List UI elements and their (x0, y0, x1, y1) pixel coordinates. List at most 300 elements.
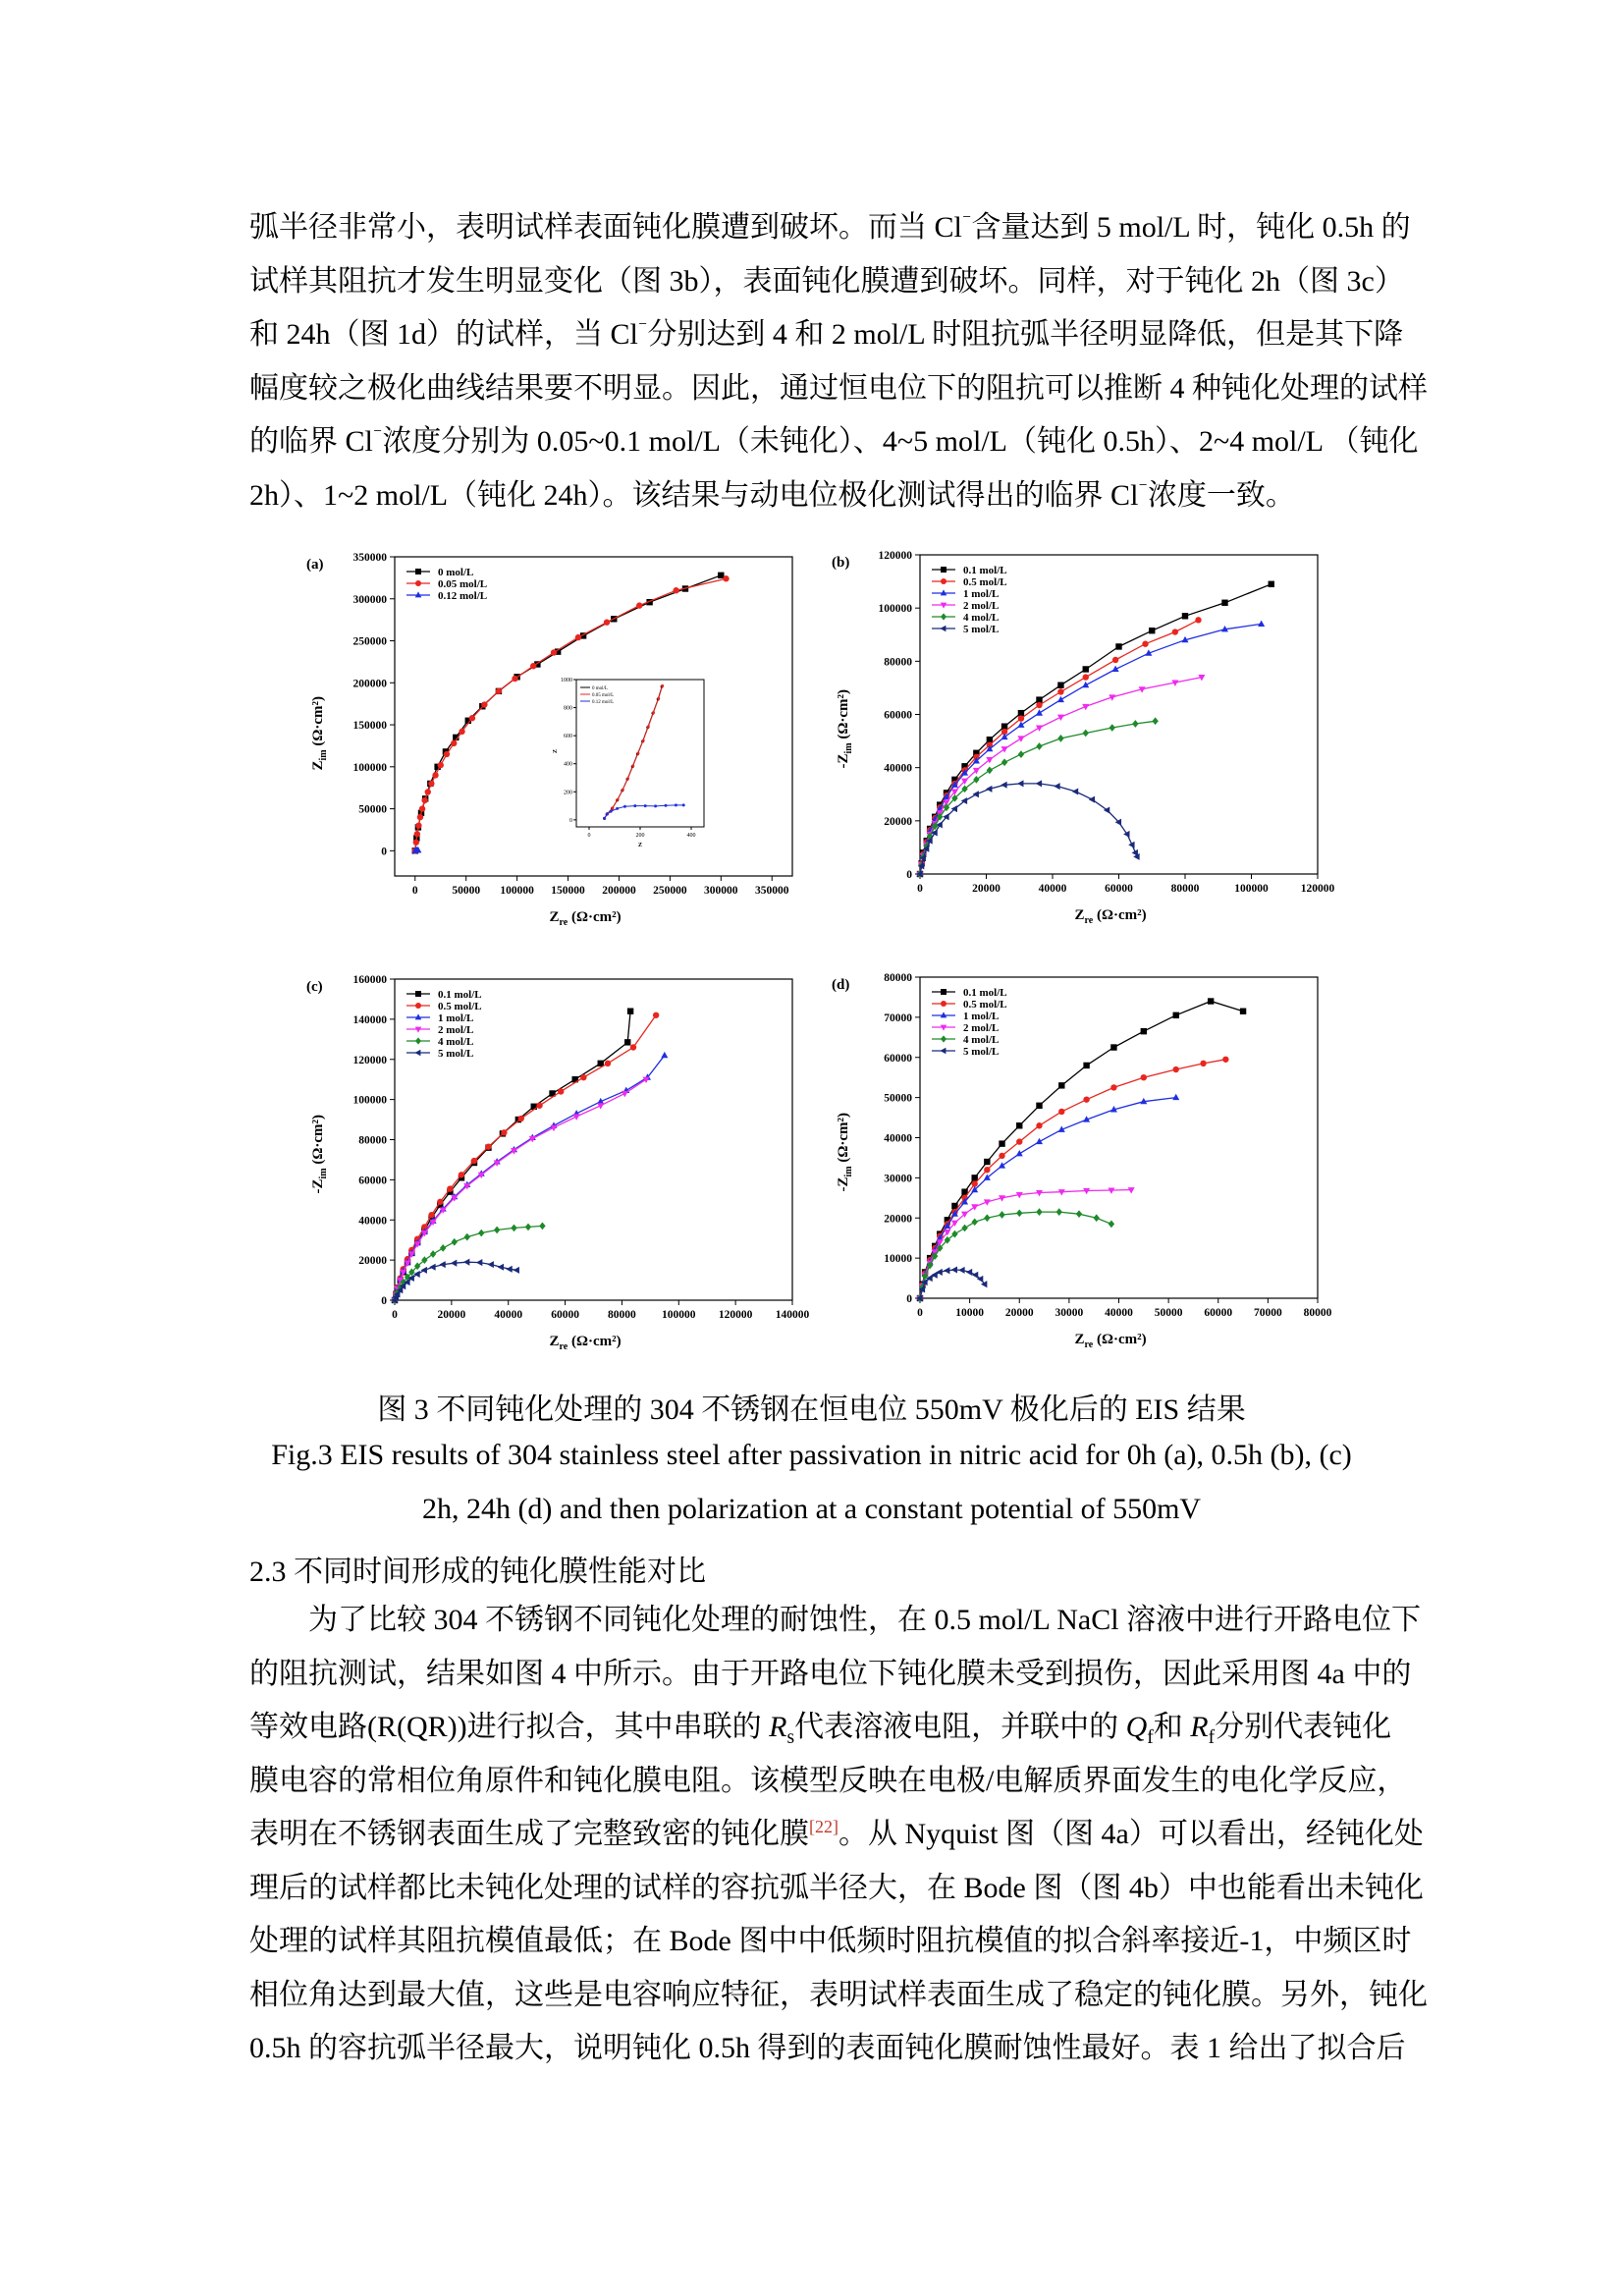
paragraph-bottom (249, 1594, 1428, 2076)
x-tick-label: 60000 (551, 1309, 579, 1321)
figure-caption-cn: 图 3 不同钝化处理的 304 不锈钢在恒电位 550mV 极化后的 EIS 结果 (377, 1394, 1246, 1426)
data-point (444, 751, 450, 757)
inset-data-point (642, 739, 645, 742)
data-point (539, 1223, 545, 1230)
x-tick-label: 40000 (1038, 883, 1067, 895)
chart-panel-a (304, 535, 835, 948)
series-line (920, 1060, 1225, 1298)
legend-label: 0.05 mol/L (438, 578, 488, 590)
data-point (981, 1281, 987, 1287)
legend-label: 4 mol/L (963, 1034, 1000, 1046)
data-point (1089, 796, 1095, 803)
legend-marker (415, 1003, 421, 1009)
inset-data-point (675, 803, 677, 806)
series-5 (916, 780, 1139, 877)
x-tick-label: 150000 (551, 885, 585, 897)
x-axis-label: $Z_{re}$ (Ω·cm²) (549, 909, 622, 928)
y-axis-label: $-Z_{im}$ (Ω·cm²) (836, 688, 854, 769)
data-point (661, 1052, 668, 1058)
figure-caption-en-2: 2h, 24h (d) and then polarization at a constant potential of 550mV (421, 1493, 1202, 1525)
data-point (415, 822, 421, 828)
legend-marker (941, 1035, 947, 1042)
data-point (463, 1259, 469, 1266)
data-point (421, 1267, 427, 1274)
data-point (961, 1225, 967, 1232)
para-bottom-line-4: 膜电容的常相位角原件和钝化膜电阻。该模型反映在电极/电解质界面发生的电化学反应， (249, 1764, 1407, 1797)
y-tick-label: 250000 (352, 635, 387, 648)
data-point (437, 1199, 443, 1205)
inset-data-point (623, 805, 626, 808)
data-point (439, 1261, 445, 1268)
legend-label: 0.1 mol/L (438, 989, 482, 1001)
data-point (1269, 581, 1274, 587)
data-point (451, 740, 457, 746)
data-point (999, 1211, 1004, 1219)
inset-y-tick-label: 200 (564, 790, 572, 796)
y-tick-label: 20000 (884, 1213, 912, 1226)
inset-data-point (636, 752, 639, 755)
data-point (624, 1039, 630, 1045)
legend-label: 0.1 mol/L (963, 987, 1007, 999)
inset-data-point (652, 711, 655, 714)
data-point (1054, 783, 1059, 790)
y-tick-label: 120000 (878, 550, 912, 562)
data-point (971, 1204, 978, 1210)
inset-data-point (644, 804, 647, 807)
x-tick-label: 50000 (452, 885, 481, 897)
chart-panel-b (830, 535, 1360, 948)
y-tick-label: 120000 (352, 1054, 387, 1066)
inset-data-point (616, 807, 619, 810)
x-tick-label: 300000 (704, 885, 738, 897)
x-tick-label: 140000 (775, 1309, 810, 1321)
y-tick-label: 10000 (884, 1253, 912, 1266)
data-point (723, 575, 729, 581)
legend-marker (940, 626, 946, 632)
data-point (452, 1238, 458, 1246)
data-point (1056, 1208, 1062, 1216)
data-point (1083, 1063, 1089, 1068)
x-tick-label: 200000 (602, 885, 636, 897)
para-top-line-3: 和 24h（图 1d）的试样，当 Cl⁻分别达到 4 和 2 mol/L 时阻抗弧半径明显降低，但是其下降 (249, 317, 1404, 351)
y-tick-label: 60000 (884, 709, 912, 722)
y-tick-label: 40000 (884, 762, 912, 775)
data-point (1172, 629, 1178, 634)
data-point (1173, 1012, 1179, 1018)
inset-data-point (654, 804, 657, 807)
y-tick-label: 40000 (358, 1215, 387, 1228)
data-point (481, 701, 487, 707)
data-point (1141, 1074, 1147, 1080)
data-point (514, 1267, 519, 1274)
data-point (506, 1266, 512, 1273)
data-point (1016, 1138, 1022, 1144)
y-tick-label: 20000 (358, 1255, 387, 1268)
legend-marker (415, 1037, 421, 1044)
y-tick-label: 60000 (358, 1175, 387, 1187)
inset-legend-label: 0.05 mol/L (592, 693, 615, 698)
legend-marker (941, 578, 947, 584)
legend-label: 0.12 mol/L (438, 590, 488, 602)
data-point (485, 1143, 491, 1149)
legend-marker (941, 989, 947, 995)
data-point (459, 1172, 464, 1177)
data-point (580, 1074, 586, 1080)
data-point (1036, 1122, 1042, 1128)
y-tick-label: 160000 (352, 974, 387, 986)
data-point (1016, 1122, 1022, 1128)
data-point (1016, 1210, 1022, 1218)
data-point (551, 649, 557, 655)
inset-y-tick-label: 400 (564, 761, 572, 768)
para-top-line-1: 弧半径非常小，表明试样表面钝化膜遭到破坏。而当 Cl⁻含量达到 5 mol/L 时，钝化 0.5h 的 (249, 210, 1411, 244)
inset-y-tick-label: 800 (564, 705, 572, 712)
data-point (464, 1233, 470, 1241)
y-tick-label: 150000 (352, 720, 387, 733)
legend-marker (414, 1050, 420, 1057)
legend-label: 0 mol/L (438, 567, 474, 578)
x-tick-label: 120000 (718, 1309, 753, 1321)
inset-x-tick-label: 200 (635, 833, 645, 839)
data-point (986, 757, 993, 763)
citation-link[interactable]: [22] (809, 1817, 839, 1836)
legend-label: 1 mol/L (963, 588, 1000, 600)
x-tick-label: 0 (917, 883, 923, 895)
data-point (1123, 831, 1129, 838)
data-point (984, 1167, 990, 1173)
series-3 (391, 1077, 649, 1304)
x-tick-label: 100000 (1234, 883, 1269, 895)
data-point (1036, 709, 1043, 715)
data-point (1115, 643, 1121, 649)
inset-y-label: Z (553, 748, 559, 753)
data-point (1083, 1096, 1089, 1102)
y-axis-label: $Z_{im}$ (Ω·cm²) (310, 695, 329, 771)
inset-data-point (661, 684, 664, 687)
data-point (1152, 717, 1158, 725)
x-tick-label: 80000 (1303, 1307, 1332, 1319)
data-point (1057, 688, 1063, 694)
y-tick-label: 80000 (884, 656, 912, 669)
figure-caption-en-1: Fig.3 EIS results of 304 stainless steel after passivation in nitric acid for 0h (a), 0.5h (b), (c) (271, 1439, 1352, 1471)
data-point (419, 805, 425, 811)
data-point (447, 1185, 453, 1191)
x-tick-label: 80000 (1170, 883, 1200, 895)
inset-data-point (617, 798, 620, 801)
data-point (1172, 1094, 1179, 1100)
y-axis-label: $-Z_{im}$ (Ω·cm²) (310, 1114, 329, 1194)
legend (932, 987, 1007, 1058)
data-point (459, 729, 464, 735)
inset-data-point (633, 804, 636, 807)
para-top-line-4: 幅度较之极化曲线结果要不明显。因此，通过恒电位下的阻抗可以推断 4 种钝化处理的试样 (249, 371, 1428, 405)
panel-label: (a) (306, 557, 324, 573)
data-point (1018, 715, 1024, 721)
y-tick-label: 0 (906, 1293, 912, 1305)
y-tick-label: 60000 (884, 1052, 912, 1065)
data-point (575, 634, 581, 640)
data-point (1182, 613, 1188, 619)
data-point (1058, 1109, 1064, 1115)
para-top-line-6: 2h）、1~2 mol/L（钝化 24h）。该结果与动电位极化测试得出的临界 Cl⁻浓度一致。 (249, 477, 1295, 512)
inset-data-point (610, 810, 613, 813)
data-point (451, 1260, 457, 1267)
data-point (1110, 1044, 1116, 1050)
inset-data-point (611, 806, 614, 809)
y-tick-label: 100000 (352, 1094, 387, 1107)
data-point (999, 1153, 1004, 1159)
legend-label: 2 mol/L (963, 1022, 1000, 1034)
y-axis-label: $-Z_{im}$ (Ω·cm²) (836, 1112, 854, 1192)
data-point (1036, 1103, 1042, 1109)
data-point (518, 1116, 524, 1121)
data-point (1109, 1221, 1114, 1229)
series-1 (917, 617, 1202, 877)
legend-marker (415, 569, 421, 574)
data-point (498, 1264, 504, 1271)
data-point (971, 1180, 977, 1186)
y-tick-label: 100000 (878, 603, 912, 616)
y-tick-label: 0 (381, 846, 387, 858)
x-tick-label: 120000 (1300, 883, 1335, 895)
inset-x-label: Z (637, 843, 643, 848)
data-point (1001, 758, 1007, 766)
para-bottom-line-8: 相位角达到最大值，这些是电容响应特征，表明试样表面生成了稳定的钝化膜。另外，钝化 (249, 1978, 1428, 2011)
data-point (1017, 736, 1024, 741)
inset-x-tick-label: 400 (686, 833, 696, 839)
data-point (1057, 696, 1064, 702)
para-top-line-5: 的临界 Cl⁻浓度分别为 0.05~0.1 mol/L（未钝化）、4~5 mol/L（钝化 0.5h）、2~4 mol/L （钝化 (249, 424, 1419, 458)
data-point (430, 1250, 436, 1258)
para-bottom-line-1: 为了比较 304 不锈钢不同钝化处理的耐蚀性，在 0.5 mol/L NaCl 溶液中进行开路电位下 (308, 1604, 1422, 1636)
x-axis-label: $Z_{re}$ (Ω·cm²) (549, 1334, 622, 1352)
data-point (1109, 724, 1115, 732)
data-point (1001, 782, 1006, 789)
data-point (478, 1230, 484, 1237)
data-point (428, 1212, 434, 1218)
legend-label: 0.5 mol/L (438, 1001, 482, 1012)
data-point (630, 1044, 636, 1050)
x-tick-label: 100000 (662, 1309, 696, 1321)
data-point (636, 602, 642, 608)
data-point (1094, 1214, 1100, 1222)
data-point (999, 1140, 1004, 1146)
data-point (432, 772, 438, 778)
data-point (1076, 1210, 1082, 1218)
y-tick-label: 80000 (884, 972, 912, 984)
data-point (944, 1267, 949, 1274)
data-point (501, 1129, 507, 1135)
x-tick-label: 20000 (1004, 1307, 1034, 1319)
legend-marker (941, 1001, 947, 1007)
data-point (1142, 641, 1148, 647)
para-bottom-line-5: 表明在不锈钢表面生成了完整致密的钝化膜[22]。从 Nyquist 图（图 4a）可以看出，经钝化处 (249, 1817, 1424, 1850)
data-point (536, 1103, 542, 1109)
inset-y-tick-label: 600 (564, 734, 572, 740)
data-point (1036, 742, 1042, 750)
data-point (530, 663, 536, 669)
data-point (966, 1269, 972, 1276)
x-axis-label: $Z_{re}$ (Ω·cm²) (1074, 1332, 1147, 1350)
para-bottom-line-2: 的阻抗测试，结果如图 4 中所示。由于开路电位下钝化膜未受到损伤，因此采用图 4a 中的 (249, 1657, 1412, 1690)
data-point (605, 1061, 611, 1066)
legend-label: 4 mol/L (963, 612, 1000, 624)
panel-label: (d) (832, 977, 850, 993)
series-line (920, 620, 1199, 874)
x-tick-label: 60000 (1204, 1307, 1233, 1319)
data-point (943, 813, 948, 820)
data-point (987, 767, 993, 775)
x-tick-label: 40000 (494, 1309, 523, 1321)
para-bottom-line-6: 理后的试样都比未钝化处理的试样的容抗弧半径大，在 Bode 图（图 4b）中也能看出未钝化 (249, 1871, 1424, 1904)
legend-label: 5 mol/L (963, 1046, 1000, 1058)
legend-label: 0.1 mol/L (963, 565, 1007, 576)
legend-label: 5 mol/L (963, 624, 1000, 635)
data-point (1018, 750, 1024, 758)
x-axis-label: $Z_{re}$ (Ω·cm²) (1074, 907, 1147, 926)
para-bottom-line-9: 0.5h 的容抗弧半径最大，说明钝化 0.5h 得到的表面钝化膜耐蚀性最好。表 1 给出了拟合后 (249, 2032, 1406, 2064)
data-point (999, 1162, 1005, 1168)
series-4 (917, 717, 1159, 877)
paragraph-top (249, 201, 1428, 522)
data-point (1110, 1084, 1116, 1090)
x-tick-label: 0 (917, 1307, 923, 1319)
x-tick-label: 20000 (437, 1309, 466, 1321)
y-tick-label: 200000 (352, 678, 387, 690)
series-line (920, 1098, 1176, 1298)
y-tick-label: 0 (381, 1295, 387, 1307)
x-tick-label: 10000 (955, 1307, 984, 1319)
series-2 (391, 1052, 668, 1303)
data-point (1016, 1150, 1023, 1156)
legend-marker (415, 580, 421, 586)
data-point (1240, 1009, 1246, 1014)
chart-panel-d (830, 957, 1360, 1370)
legend-label: 1 mol/L (963, 1011, 1000, 1022)
data-point (1072, 789, 1078, 795)
x-tick-label: 70000 (1254, 1307, 1282, 1319)
panel-label: (c) (306, 979, 323, 995)
data-point (1036, 702, 1042, 708)
x-tick-label: 0 (411, 885, 418, 897)
data-point (1141, 1028, 1147, 1034)
data-point (1208, 998, 1214, 1004)
data-point (1036, 780, 1042, 787)
data-point (604, 620, 610, 626)
inset-data-point (603, 817, 606, 820)
x-tick-label: 100000 (500, 885, 534, 897)
data-point (1149, 628, 1155, 633)
inset-y-tick-label: 1000 (561, 678, 572, 683)
data-point (1200, 1061, 1206, 1066)
data-point (494, 1227, 500, 1234)
data-point (971, 1218, 977, 1226)
data-point (1083, 730, 1089, 738)
y-tick-label: 100000 (352, 761, 387, 774)
legend-marker (941, 613, 947, 620)
data-point (476, 1259, 482, 1266)
inset-chart (553, 678, 704, 848)
data-point (986, 786, 992, 793)
chart-panel-c (304, 957, 835, 1370)
legend (932, 565, 1007, 635)
legend (406, 567, 487, 602)
data-point (958, 1267, 964, 1274)
y-tick-label: 70000 (884, 1011, 912, 1024)
data-point (469, 715, 475, 721)
inset-data-point (626, 777, 629, 780)
series-line (395, 1015, 656, 1300)
data-point (1083, 666, 1089, 672)
section-heading: 2.3 不同时间形成的钝化膜性能对比 (249, 1556, 706, 1588)
legend-marker (415, 991, 421, 997)
y-tick-label: 50000 (358, 803, 387, 816)
data-point (673, 587, 678, 593)
series-1 (917, 1057, 1229, 1302)
data-point (414, 831, 420, 837)
data-point (951, 1230, 957, 1238)
legend (406, 989, 482, 1060)
data-point (1195, 617, 1201, 623)
panel-label: (b) (832, 555, 850, 571)
para-bottom-line-7: 处理的试样其阻抗模值最低；在 Bode 图中中低频时阻抗模值的拟合斜率接近-1，中频区时 (249, 1925, 1412, 1957)
data-point (1017, 780, 1023, 787)
inset-data-point (606, 813, 609, 816)
data-point (1001, 746, 1008, 752)
data-point (973, 776, 979, 784)
y-tick-label: 20000 (884, 815, 912, 828)
data-point (1258, 621, 1265, 627)
inset-data-point (657, 697, 660, 700)
data-point (496, 688, 502, 694)
data-point (1036, 1208, 1042, 1216)
series-3 (916, 1187, 1134, 1302)
inset-data-point (631, 764, 634, 767)
y-tick-label: 350000 (352, 552, 387, 564)
data-point (1083, 674, 1089, 680)
legend-label: 1 mol/L (438, 1012, 474, 1024)
data-point (511, 1225, 516, 1232)
data-point (1112, 657, 1118, 663)
inset-legend-label: 0.12 mol/L (592, 700, 615, 705)
x-tick-label: 40000 (1105, 1307, 1133, 1319)
x-tick-label: 350000 (754, 885, 789, 897)
y-tick-label: 140000 (352, 1013, 387, 1026)
data-point (627, 1009, 633, 1014)
data-point (525, 1224, 531, 1231)
data-point (1173, 1066, 1179, 1072)
data-point (984, 1159, 990, 1165)
legend-label: 5 mol/L (438, 1048, 474, 1060)
data-point (653, 1012, 659, 1018)
data-point (417, 814, 423, 820)
legend-label: 0.5 mol/L (963, 999, 1007, 1011)
x-tick-label: 80000 (608, 1309, 636, 1321)
para-top-line-2: 试样其阻抗才发生明显变化（图 3b），表面钝化膜遭到破坏。同样，对于钝化 2h（图 3c） (249, 264, 1404, 298)
data-point (512, 676, 517, 682)
inset-x-tick-label: 0 (587, 833, 591, 839)
data-point (1017, 721, 1024, 727)
data-point (984, 1214, 990, 1222)
x-tick-label: 30000 (1055, 1307, 1084, 1319)
data-point (972, 1272, 978, 1279)
data-point (425, 789, 431, 794)
x-tick-label: 60000 (1105, 883, 1133, 895)
y-tick-label: 300000 (352, 593, 387, 606)
y-tick-label: 50000 (884, 1092, 912, 1105)
data-point (488, 1261, 494, 1268)
legend-label: 4 mol/L (438, 1036, 474, 1048)
